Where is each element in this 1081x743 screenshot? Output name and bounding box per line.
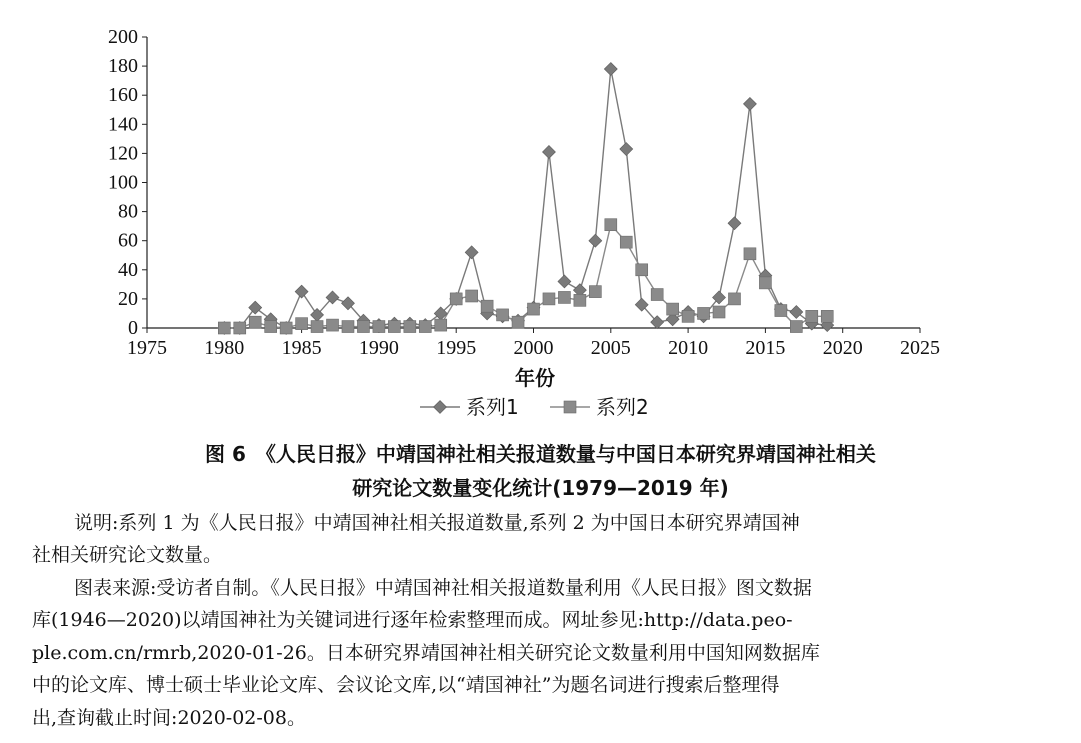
series-2-point xyxy=(265,321,277,333)
series-1-point xyxy=(728,217,741,230)
series-2-point xyxy=(497,309,509,321)
series-2-point xyxy=(311,321,323,333)
series-2-point xyxy=(296,318,308,330)
series-lines xyxy=(224,69,827,328)
legend-marker-1 xyxy=(434,401,447,414)
series-2-point xyxy=(249,316,261,328)
x-tick-label: 1985 xyxy=(281,337,322,359)
series-2-point xyxy=(528,303,540,315)
note-line-3: 图表来源:受访者自制。《人民日报》中靖国神社相关报道数量利用《人民日报》图文数据 xyxy=(74,577,812,599)
series-2-point xyxy=(682,310,694,322)
series-2-point xyxy=(821,310,833,322)
x-tick-label: 2020 xyxy=(822,337,863,359)
chart-axes xyxy=(142,37,920,333)
series-2-point xyxy=(667,303,679,315)
legend-label-2: 系列2 xyxy=(596,395,649,419)
series-1-point xyxy=(558,275,571,288)
series-2-point xyxy=(435,319,447,331)
series-2-point xyxy=(512,316,524,328)
series-2-point xyxy=(543,293,555,305)
series-2-point xyxy=(605,219,617,231)
series-2-point xyxy=(342,321,354,333)
y-tick-label: 80 xyxy=(118,200,138,223)
y-tick-label: 200 xyxy=(108,26,138,48)
x-tick-label: 2010 xyxy=(668,337,709,359)
series-2-point xyxy=(373,321,385,333)
legend-marker-2 xyxy=(564,401,576,413)
series-1-point xyxy=(790,305,803,318)
series-2-point xyxy=(327,319,339,331)
x-tick-label: 2015 xyxy=(745,337,786,359)
series-1-line xyxy=(224,69,827,328)
figure-caption-line-1: 图 6 《人民日报》中靖国神社相关报道数量与中国日本研究界靖国神社相关 xyxy=(205,442,876,466)
series-2-point xyxy=(713,306,725,318)
series-2-point xyxy=(728,293,740,305)
series-1-point xyxy=(604,63,617,76)
series-1-point xyxy=(589,234,602,247)
series-2-point xyxy=(698,307,710,319)
x-tick-label: 1980 xyxy=(204,337,245,359)
note-line-6: 中的论文库、博士硕士毕业论文库、会议论文库,以“靖国神社”为题名词进行搜索后整理得 xyxy=(32,674,780,696)
series-2-point xyxy=(744,248,756,260)
series-2-point xyxy=(388,321,400,333)
series-2-point xyxy=(357,321,369,333)
y-tick-label: 60 xyxy=(118,229,138,252)
series-1-point xyxy=(542,145,555,158)
series-2-point xyxy=(419,321,431,333)
note-line-7: 出,查询截止时间:2020-02-08。 xyxy=(32,707,306,729)
series-2-point xyxy=(481,300,493,312)
series-2-point xyxy=(558,291,570,303)
series-2-point xyxy=(280,322,292,334)
series-2-point xyxy=(636,264,648,276)
series-1-point xyxy=(620,143,633,156)
y-tick-label: 180 xyxy=(108,55,138,78)
x-tick-label: 1995 xyxy=(436,337,477,359)
y-tick-label: 120 xyxy=(108,142,138,165)
series-2-point xyxy=(790,321,802,333)
figure-caption-line-2: 研究论文数量变化统计(1979—2019 年) xyxy=(352,476,729,500)
chart-legend xyxy=(420,395,649,419)
series-2-point xyxy=(234,322,246,334)
note-line-5: ple.com.cn/rmrb,2020-01-26。日本研究界靖国神社相关研究论文数量利用中国知网数据库 xyxy=(32,642,820,664)
series-2-point xyxy=(574,294,586,306)
y-tick-label: 40 xyxy=(118,258,138,281)
series-2-point xyxy=(806,310,818,322)
y-tick-label: 140 xyxy=(108,113,138,136)
series-1-point xyxy=(743,97,756,110)
series-2-point xyxy=(651,289,663,301)
tick-labels xyxy=(108,26,940,359)
note-line-4: 库(1946—2020)以靖国神社为关键词进行逐年检索整理而成。网址参见:http://data.peo- xyxy=(32,609,793,631)
x-tick-label: 2005 xyxy=(590,337,631,359)
y-tick-label: 100 xyxy=(108,171,138,194)
series-2-point xyxy=(466,290,478,302)
x-tick-label: 1975 xyxy=(127,337,167,359)
series-markers xyxy=(218,63,834,335)
series-2-point xyxy=(404,321,416,333)
series-1-point xyxy=(295,285,308,298)
note-line-1: 说明:系列 1 为《人民日报》中靖国神社相关报道数量,系列 2 为中国日本研究界靖国神 xyxy=(74,512,800,534)
series-2-point xyxy=(218,322,230,334)
series-2-point xyxy=(450,293,462,305)
y-tick-label: 160 xyxy=(108,84,138,107)
y-tick-label: 20 xyxy=(118,287,138,310)
series-1-point xyxy=(249,301,262,314)
x-tick-label: 1990 xyxy=(358,337,399,359)
series-2-point xyxy=(620,236,632,248)
series-2-point xyxy=(759,277,771,289)
y-tick-label: 0 xyxy=(128,317,138,339)
series-2-point xyxy=(589,286,601,298)
x-axis-title: 年份 xyxy=(515,366,555,390)
series-2-point xyxy=(775,305,787,317)
series-1-point xyxy=(465,246,478,259)
x-tick-label: 2000 xyxy=(513,337,554,359)
note-line-2: 社相关研究论文数量。 xyxy=(32,544,223,566)
x-tick-label: 2025 xyxy=(900,337,940,359)
legend-label-1: 系列1 xyxy=(466,395,519,419)
